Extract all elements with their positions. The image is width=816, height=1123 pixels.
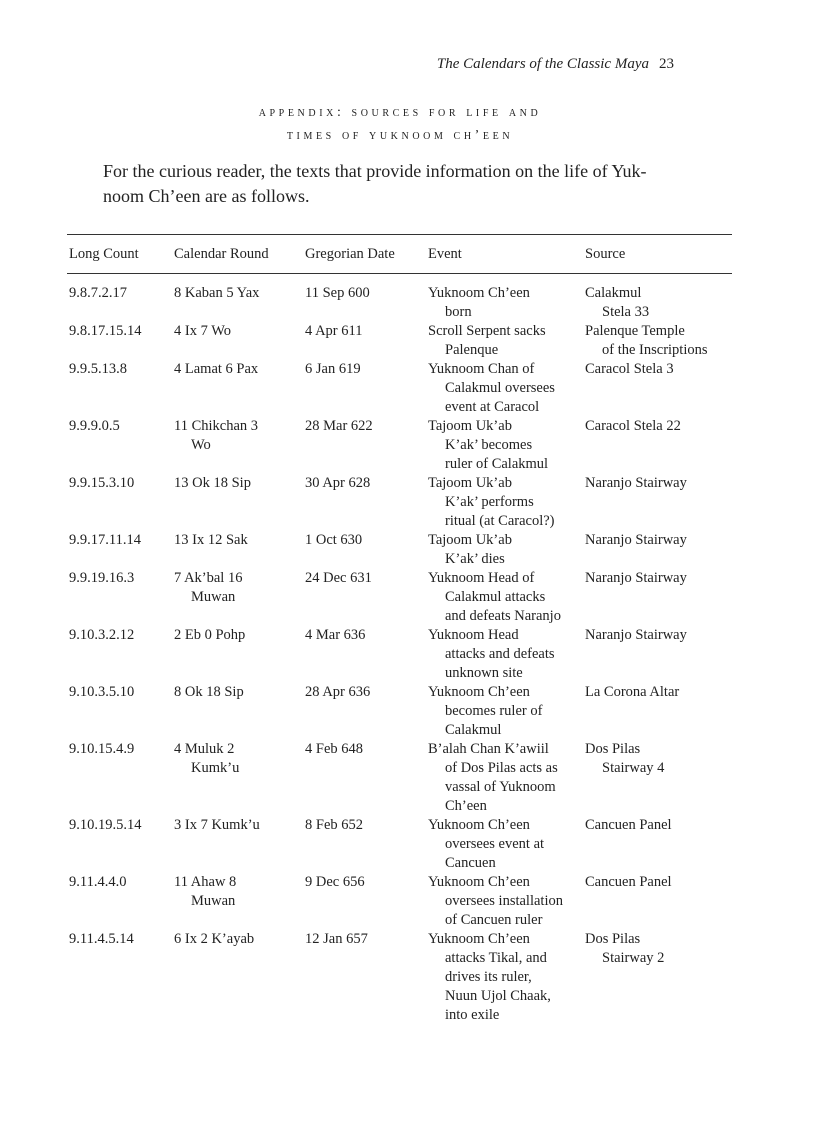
table-row <box>0 531 816 569</box>
source-cell <box>585 417 735 436</box>
calendar-round-cell-line: 2 Eb 0 Pohp <box>174 627 246 643</box>
source-cell <box>585 873 735 892</box>
event-cell-line: Yuknoom Head <box>428 627 519 643</box>
long-count-cell-line: 9.10.15.4.9 <box>69 741 135 757</box>
long-count-cell <box>69 417 169 436</box>
event-cell-line: Yuknoom Ch’een <box>428 285 530 301</box>
source-cell-line: Caracol Stela 3 <box>585 361 674 377</box>
table-row <box>0 322 816 360</box>
source-cell <box>585 284 735 322</box>
event-cell-line: of Cancuen ruler <box>445 912 543 928</box>
calendar-round-cell <box>174 930 298 949</box>
source-cell <box>585 683 735 702</box>
event-cell-line: event at Caracol <box>445 399 540 415</box>
table-row <box>0 569 816 626</box>
long-count-cell-line: 9.11.4.5.14 <box>69 931 134 947</box>
calendar-round-cell <box>174 322 298 341</box>
long-count-cell-line: 9.9.5.13.8 <box>69 361 127 377</box>
column-header-gregorian-date: Gregorian Date <box>305 246 395 262</box>
long-count-cell-line: 9.9.15.3.10 <box>69 475 135 491</box>
source-cell-line: Naranjo Stairway <box>585 532 687 548</box>
event-cell-line: born <box>445 304 472 320</box>
long-count-cell-line: 9.10.19.5.14 <box>69 817 142 833</box>
source-cell-line: Stairway 2 <box>602 950 665 966</box>
calendar-round-cell-line: 13 Ok 18 Sip <box>174 475 251 491</box>
page-number: 23 <box>659 56 674 72</box>
column-header-event: Event <box>428 246 462 262</box>
calendar-round-cell-line: 13 Ix 12 Sak <box>174 532 248 548</box>
event-cell-line: K’ak’ becomes <box>445 437 533 453</box>
source-cell-line: Stairway 4 <box>602 760 665 776</box>
calendar-round-cell <box>174 816 298 835</box>
gregorian-date-cell <box>305 873 423 892</box>
table-top-rule <box>67 234 732 235</box>
long-count-cell-line: 9.8.17.15.14 <box>69 323 142 339</box>
event-cell-line: Yuknoom Chan of <box>428 361 535 377</box>
long-count-cell <box>69 740 169 759</box>
calendar-round-cell <box>174 531 298 550</box>
gregorian-date-cell-line: 28 Apr 636 <box>305 684 371 700</box>
event-cell-line: K’ak’ dies <box>445 551 505 567</box>
table-row <box>0 930 816 1025</box>
table-row <box>0 740 816 816</box>
calendar-round-cell <box>174 873 298 911</box>
long-count-cell <box>69 360 169 379</box>
source-cell-line: Naranjo Stairway <box>585 570 687 586</box>
source-cell-line: Cancuen Panel <box>585 817 672 833</box>
source-cell-line: Calakmul <box>585 285 642 301</box>
long-count-cell <box>69 683 169 702</box>
running-head <box>437 56 674 73</box>
gregorian-date-cell-line: 4 Apr 611 <box>305 323 363 339</box>
source-cell <box>585 626 735 645</box>
event-cell <box>428 930 580 1025</box>
event-cell-line: Yuknoom Ch’een <box>428 817 530 833</box>
event-cell-line: Yuknoom Ch’een <box>428 684 530 700</box>
long-count-cell <box>69 873 169 892</box>
table-row <box>0 873 816 930</box>
table-row <box>0 626 816 683</box>
event-cell-line: and defeats Naranjo <box>445 608 561 624</box>
calendar-round-cell <box>174 360 298 379</box>
gregorian-date-cell-line: 4 Mar 636 <box>305 627 366 643</box>
gregorian-date-cell <box>305 816 423 835</box>
table-row <box>0 816 816 873</box>
appendix-title-line-1: appendix: sources for life and <box>258 105 542 120</box>
long-count-cell-line: 9.8.7.2.17 <box>69 285 127 301</box>
calendar-round-cell <box>174 740 298 778</box>
gregorian-date-cell <box>305 531 423 550</box>
event-cell-line: Scroll Serpent sacks <box>428 323 546 339</box>
calendar-round-cell-line: 8 Ok 18 Sip <box>174 684 244 700</box>
event-cell-line: K’ak’ performs <box>445 494 534 510</box>
gregorian-date-cell-line: 11 Sep 600 <box>305 285 370 301</box>
source-cell-line: Dos Pilas <box>585 741 641 757</box>
source-cell <box>585 930 735 968</box>
gregorian-date-cell <box>305 626 423 645</box>
gregorian-date-cell <box>305 740 423 759</box>
gregorian-date-cell <box>305 360 423 379</box>
event-cell <box>428 531 580 569</box>
intro-line-1: For the curious reader, the texts that provide information on the life of Yuk- <box>103 161 647 181</box>
event-cell <box>428 284 580 322</box>
calendar-round-cell-line: Wo <box>191 437 211 453</box>
long-count-cell <box>69 531 169 550</box>
source-cell-line: Naranjo Stairway <box>585 627 687 643</box>
source-cell <box>585 360 735 379</box>
source-cell-line: Naranjo Stairway <box>585 475 687 491</box>
intro-paragraph <box>103 159 703 209</box>
table-row <box>0 474 816 531</box>
source-cell <box>585 531 735 550</box>
event-cell-line: Nuun Ujol Chaak, <box>445 988 551 1004</box>
long-count-cell <box>69 626 169 645</box>
event-cell-line: Tajoom Uk’ab <box>428 475 512 491</box>
gregorian-date-cell <box>305 322 423 341</box>
calendar-round-cell-line: Kumk’u <box>191 760 240 776</box>
calendar-round-cell-line: 7 Ak’bal 16 <box>174 570 243 586</box>
appendix-title-line-2: times of yuknoom ch’een <box>286 128 514 143</box>
event-cell <box>428 360 580 417</box>
source-cell <box>585 322 735 360</box>
event-cell <box>428 417 580 474</box>
gregorian-date-cell-line: 12 Jan 657 <box>305 931 368 947</box>
event-cell-line: attacks Tikal, and <box>445 950 547 966</box>
long-count-cell-line: 9.9.9.0.5 <box>69 418 120 434</box>
table-row <box>0 417 816 474</box>
event-cell-line: attacks and defeats <box>445 646 555 662</box>
event-cell-line: oversees event at <box>445 836 545 852</box>
calendar-round-cell-line: 11 Ahaw 8 <box>174 874 237 890</box>
gregorian-date-cell-line: 1 Oct 630 <box>305 532 363 548</box>
calendar-round-cell-line: 11 Chikchan 3 <box>174 418 259 434</box>
gregorian-date-cell-line: 9 Dec 656 <box>305 874 365 890</box>
long-count-cell-line: 9.9.19.16.3 <box>69 570 135 586</box>
calendar-round-cell-line: 4 Lamat 6 Pax <box>174 361 259 377</box>
long-count-cell-line: 9.11.4.4.0 <box>69 874 127 890</box>
long-count-cell-line: 9.9.17.11.14 <box>69 532 141 548</box>
event-cell <box>428 683 580 740</box>
gregorian-date-cell <box>305 930 423 949</box>
event-cell-line: B’alah Chan K’awiil <box>428 741 549 757</box>
source-cell <box>585 474 735 493</box>
table-header-rule <box>67 273 732 274</box>
gregorian-date-cell <box>305 569 423 588</box>
table-row <box>0 284 816 322</box>
event-cell <box>428 740 580 816</box>
calendar-round-cell <box>174 683 298 702</box>
long-count-cell <box>69 816 169 835</box>
long-count-cell <box>69 284 169 303</box>
calendar-round-cell-line: 6 Ix 2 K’ayab <box>174 931 255 947</box>
long-count-cell-line: 9.10.3.5.10 <box>69 684 135 700</box>
calendar-round-cell-line: 3 Ix 7 Kumk’u <box>174 817 260 833</box>
long-count-cell <box>69 474 169 493</box>
gregorian-date-cell <box>305 417 423 436</box>
source-cell-line: Caracol Stela 22 <box>585 418 681 434</box>
event-cell-line: oversees installation <box>445 893 563 909</box>
event-cell-line: of Dos Pilas acts as <box>445 760 558 776</box>
calendar-round-cell-line: 8 Kaban 5 Yax <box>174 285 260 301</box>
event-cell-line: ruler of Calakmul <box>445 456 549 472</box>
event-cell-line: Yuknoom Ch’een <box>428 874 530 890</box>
calendar-round-cell <box>174 474 298 493</box>
event-cell-line: Calakmul attacks <box>445 589 546 605</box>
column-header-source: Source <box>585 246 626 262</box>
running-title: The Calendars of the Classic Maya <box>436 56 649 72</box>
event-cell <box>428 322 580 360</box>
table-row <box>0 360 816 417</box>
column-header-long-count: Long Count <box>69 246 139 262</box>
event-cell-line: vassal of Yuknoom <box>445 779 556 795</box>
gregorian-date-cell-line: 4 Feb 648 <box>305 741 363 757</box>
event-cell-line: Cancuen <box>445 855 496 871</box>
event-cell <box>428 626 580 683</box>
event-cell-line: Palenque <box>445 342 499 358</box>
calendar-round-cell-line: 4 Muluk 2 <box>174 741 235 757</box>
event-cell-line: ritual (at Caracol?) <box>445 513 555 529</box>
source-cell <box>585 740 735 778</box>
event-cell-line: becomes ruler of <box>445 703 543 719</box>
table-row <box>0 683 816 740</box>
column-header-calendar-round: Calendar Round <box>174 246 269 262</box>
calendar-round-cell <box>174 626 298 645</box>
intro-line-2: noom Ch’een are as follows. <box>103 186 310 206</box>
event-cell <box>428 569 580 626</box>
source-cell <box>585 569 735 588</box>
long-count-cell-line: 9.10.3.2.12 <box>69 627 135 643</box>
calendar-round-cell <box>174 569 298 607</box>
calendar-round-cell-line: 4 Ix 7 Wo <box>174 323 231 339</box>
long-count-cell <box>69 569 169 588</box>
event-cell <box>428 474 580 531</box>
event-cell-line: Tajoom Uk’ab <box>428 418 512 434</box>
event-cell-line: Yuknoom Ch’een <box>428 931 530 947</box>
gregorian-date-cell <box>305 284 423 303</box>
source-cell-line: of the Inscriptions <box>602 342 708 358</box>
source-cell-line: Dos Pilas <box>585 931 641 947</box>
table-body <box>0 284 816 1025</box>
source-cell-line: Palenque Temple <box>585 323 685 339</box>
source-cell-line: La Corona Altar <box>585 684 680 700</box>
gregorian-date-cell-line: 6 Jan 619 <box>305 361 361 377</box>
gregorian-date-cell-line: 24 Dec 631 <box>305 570 372 586</box>
gregorian-date-cell-line: 28 Mar 622 <box>305 418 373 434</box>
calendar-round-cell-line: Muwan <box>191 589 236 605</box>
event-cell-line: Ch’een <box>445 798 487 814</box>
event-cell-line: unknown site <box>445 665 523 681</box>
event-cell-line: Yuknoom Head of <box>428 570 535 586</box>
calendar-round-cell <box>174 284 298 303</box>
source-cell-line: Cancuen Panel <box>585 874 672 890</box>
source-cell-line: Stela 33 <box>602 304 650 320</box>
calendar-round-cell <box>174 417 298 455</box>
gregorian-date-cell <box>305 474 423 493</box>
gregorian-date-cell <box>305 683 423 702</box>
event-cell-line: Calakmul oversees <box>445 380 555 396</box>
gregorian-date-cell-line: 8 Feb 652 <box>305 817 363 833</box>
event-cell-line: into exile <box>445 1007 500 1023</box>
long-count-cell <box>69 322 169 341</box>
event-cell <box>428 873 580 930</box>
long-count-cell <box>69 930 169 949</box>
calendar-round-cell-line: Muwan <box>191 893 236 909</box>
event-cell-line: drives its ruler, <box>445 969 532 985</box>
event-cell-line: Tajoom Uk’ab <box>428 532 512 548</box>
appendix-title <box>0 101 800 147</box>
source-cell <box>585 816 735 835</box>
event-cell <box>428 816 580 873</box>
event-cell-line: Calakmul <box>445 722 502 738</box>
gregorian-date-cell-line: 30 Apr 628 <box>305 475 371 491</box>
